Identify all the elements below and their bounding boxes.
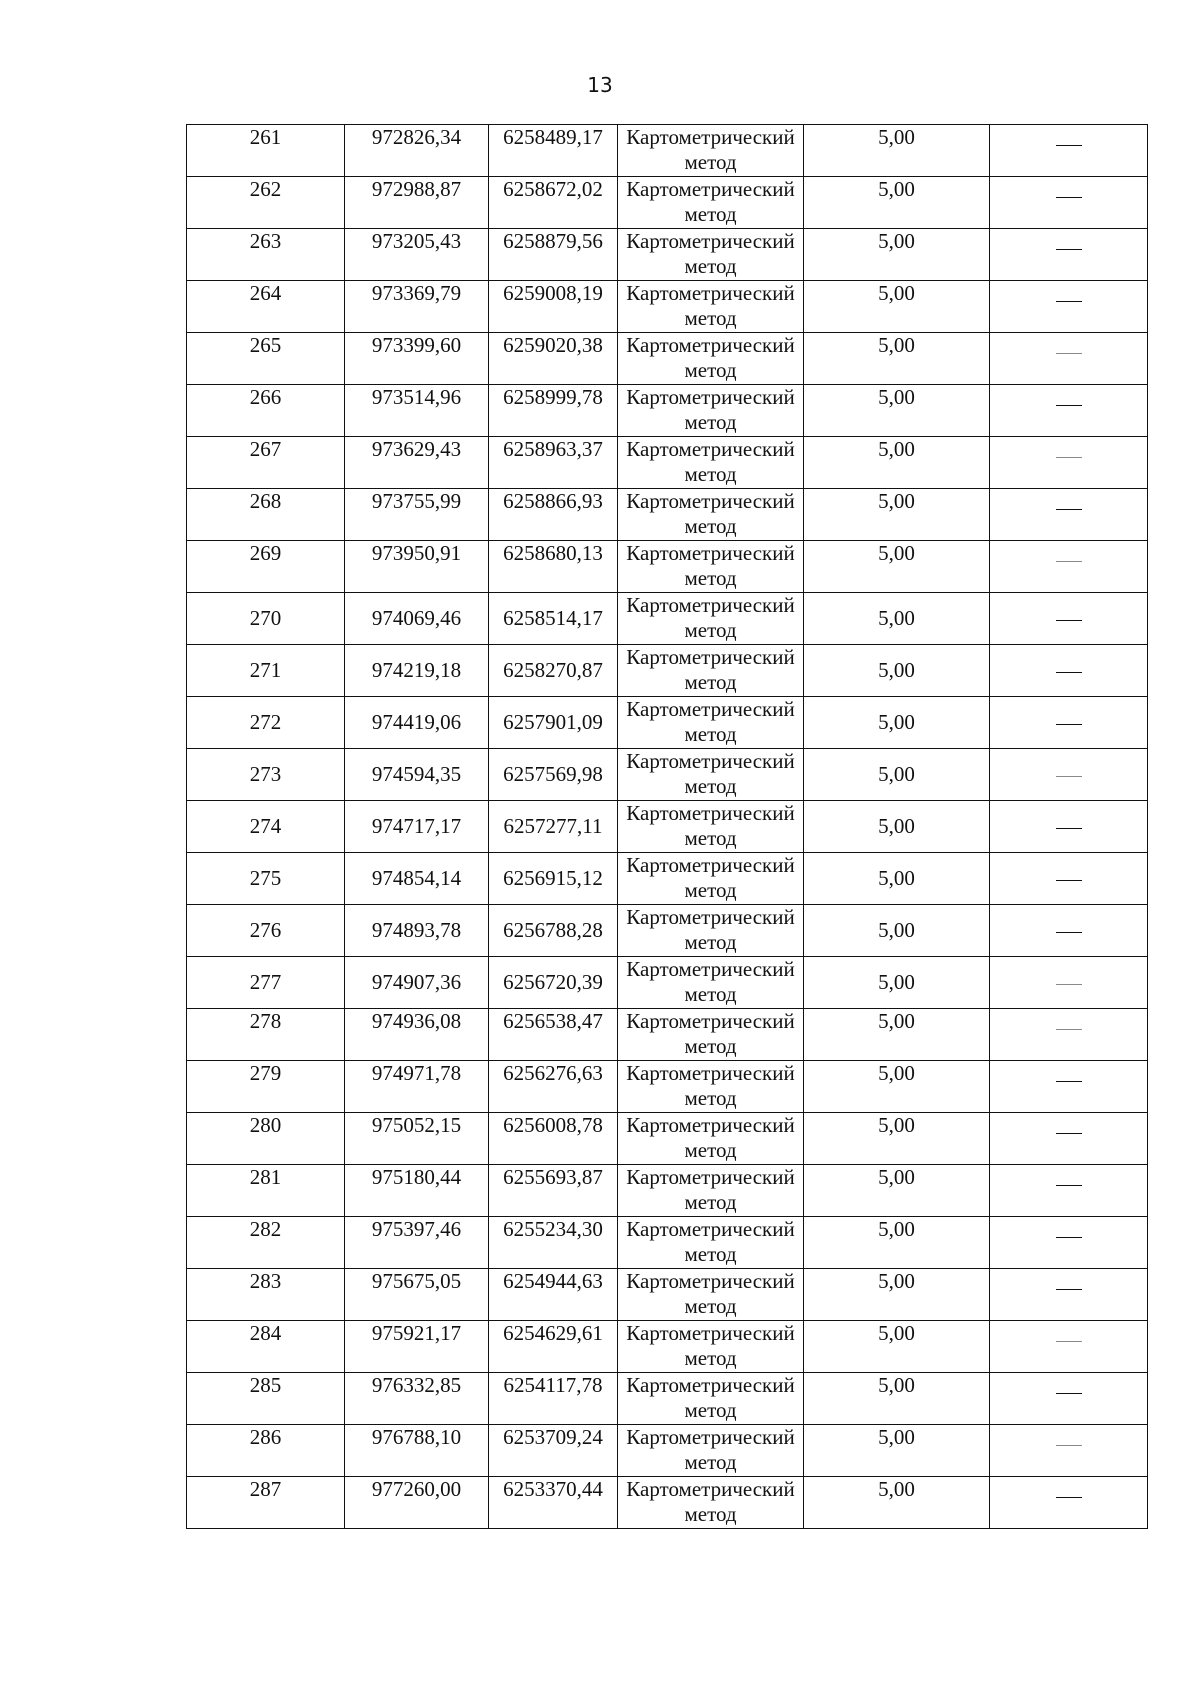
point-number-cell: 272 (187, 697, 345, 749)
point-number-cell: 267 (187, 437, 345, 489)
table-row (187, 1269, 1148, 1321)
point-number-cell: 283 (187, 1269, 345, 1321)
method-cell: Картометрический метод (618, 1477, 804, 1529)
dash-mark (1056, 880, 1082, 881)
dash-mark (1056, 1497, 1082, 1498)
note-cell (990, 333, 1148, 385)
method-cell: Картометрический метод (618, 593, 804, 645)
point-number-cell: 284 (187, 1321, 345, 1373)
accuracy-cell: 5,00 (804, 905, 990, 957)
dash-mark (1056, 1393, 1082, 1394)
table-row (187, 645, 1148, 697)
dash-mark (1056, 1445, 1082, 1446)
dash-mark (1056, 145, 1082, 146)
note-cell (990, 1373, 1148, 1425)
coordinate-y-cell: 6258680,13 (489, 541, 618, 593)
method-cell: Картометрический метод (618, 1009, 804, 1061)
accuracy-cell: 5,00 (804, 749, 990, 801)
table-row (187, 1425, 1148, 1477)
point-number-cell: 287 (187, 1477, 345, 1529)
accuracy-cell: 5,00 (804, 1217, 990, 1269)
point-number-cell: 264 (187, 281, 345, 333)
method-cell: Картометрический метод (618, 1113, 804, 1165)
accuracy-cell: 5,00 (804, 957, 990, 1009)
coordinate-y-cell: 6258999,78 (489, 385, 618, 437)
note-cell (990, 905, 1148, 957)
coordinate-y-cell: 6253709,24 (489, 1425, 618, 1477)
page-number: 13 (587, 73, 613, 97)
coordinate-y-cell: 6256720,39 (489, 957, 618, 1009)
coordinate-y-cell: 6257569,98 (489, 749, 618, 801)
point-number-cell: 275 (187, 853, 345, 905)
coordinate-x-cell: 974419,06 (345, 697, 489, 749)
coordinate-x-cell: 973399,60 (345, 333, 489, 385)
coordinate-x-cell: 974936,08 (345, 1009, 489, 1061)
dash-mark (1056, 509, 1082, 510)
coordinate-x-cell: 975052,15 (345, 1113, 489, 1165)
note-cell (990, 229, 1148, 281)
note-cell (990, 593, 1148, 645)
accuracy-cell: 5,00 (804, 853, 990, 905)
note-cell (990, 541, 1148, 593)
coordinate-y-cell: 6259008,19 (489, 281, 618, 333)
accuracy-cell: 5,00 (804, 541, 990, 593)
coordinate-x-cell: 975397,46 (345, 1217, 489, 1269)
note-cell (990, 749, 1148, 801)
table-row (187, 437, 1148, 489)
coordinate-x-cell: 973950,91 (345, 541, 489, 593)
dash-mark (1056, 561, 1082, 562)
dash-mark (1056, 1341, 1082, 1342)
table-row (187, 1321, 1148, 1373)
coordinate-x-cell: 973755,99 (345, 489, 489, 541)
coordinates-table-body (187, 125, 1148, 1529)
point-number-cell: 266 (187, 385, 345, 437)
note-cell (990, 1321, 1148, 1373)
point-number-cell: 282 (187, 1217, 345, 1269)
accuracy-cell: 5,00 (804, 1373, 990, 1425)
point-number-cell: 278 (187, 1009, 345, 1061)
point-number-cell: 277 (187, 957, 345, 1009)
accuracy-cell: 5,00 (804, 229, 990, 281)
coordinate-y-cell: 6259020,38 (489, 333, 618, 385)
point-number-cell: 271 (187, 645, 345, 697)
point-number-cell: 279 (187, 1061, 345, 1113)
method-cell: Картометрический метод (618, 489, 804, 541)
point-number-cell: 281 (187, 1165, 345, 1217)
accuracy-cell: 5,00 (804, 593, 990, 645)
method-cell: Картометрический метод (618, 333, 804, 385)
dash-mark (1056, 724, 1082, 725)
accuracy-cell: 5,00 (804, 1321, 990, 1373)
point-number-cell: 285 (187, 1373, 345, 1425)
coordinate-y-cell: 6258270,87 (489, 645, 618, 697)
dash-mark (1056, 828, 1082, 829)
coordinate-y-cell: 6256276,63 (489, 1061, 618, 1113)
point-number-cell: 265 (187, 333, 345, 385)
note-cell (990, 1113, 1148, 1165)
note-cell (990, 489, 1148, 541)
note-cell (990, 437, 1148, 489)
coordinate-x-cell: 973205,43 (345, 229, 489, 281)
note-cell (990, 177, 1148, 229)
coordinate-x-cell: 975675,05 (345, 1269, 489, 1321)
coordinate-x-cell: 976788,10 (345, 1425, 489, 1477)
accuracy-cell: 5,00 (804, 437, 990, 489)
note-cell (990, 281, 1148, 333)
note-cell (990, 1477, 1148, 1529)
dash-mark (1056, 984, 1082, 985)
table-row (187, 489, 1148, 541)
method-cell: Картометрический метод (618, 1217, 804, 1269)
coordinates-table (186, 124, 1148, 1529)
dash-mark (1056, 301, 1082, 302)
coordinate-x-cell: 974893,78 (345, 905, 489, 957)
coordinate-x-cell: 974594,35 (345, 749, 489, 801)
accuracy-cell: 5,00 (804, 1269, 990, 1321)
coordinate-x-cell: 973369,79 (345, 281, 489, 333)
accuracy-cell: 5,00 (804, 645, 990, 697)
dash-mark (1056, 620, 1082, 621)
method-cell: Картометрический метод (618, 749, 804, 801)
coordinate-y-cell: 6257901,09 (489, 697, 618, 749)
dash-mark (1056, 1237, 1082, 1238)
coordinate-x-cell: 973514,96 (345, 385, 489, 437)
coordinate-y-cell: 6258672,02 (489, 177, 618, 229)
method-cell: Картометрический метод (618, 437, 804, 489)
coordinate-y-cell: 6254629,61 (489, 1321, 618, 1373)
note-cell (990, 385, 1148, 437)
coordinate-y-cell: 6256538,47 (489, 1009, 618, 1061)
coordinate-y-cell: 6256915,12 (489, 853, 618, 905)
dash-mark (1056, 1185, 1082, 1186)
table-row (187, 1061, 1148, 1113)
table-row (187, 1373, 1148, 1425)
table-row (187, 1113, 1148, 1165)
method-cell: Картометрический метод (618, 1321, 804, 1373)
table-row (187, 801, 1148, 853)
method-cell: Картометрический метод (618, 853, 804, 905)
coordinate-y-cell: 6258963,37 (489, 437, 618, 489)
coordinate-x-cell: 974907,36 (345, 957, 489, 1009)
coordinate-x-cell: 972988,87 (345, 177, 489, 229)
coordinate-y-cell: 6258866,93 (489, 489, 618, 541)
table-row (187, 853, 1148, 905)
table-row (187, 281, 1148, 333)
accuracy-cell: 5,00 (804, 801, 990, 853)
method-cell: Картометрический метод (618, 697, 804, 749)
table-row (187, 333, 1148, 385)
method-cell: Картометрический метод (618, 801, 804, 853)
method-cell: Картометрический метод (618, 957, 804, 1009)
coordinate-x-cell: 974971,78 (345, 1061, 489, 1113)
table-row (187, 749, 1148, 801)
method-cell: Картометрический метод (618, 229, 804, 281)
method-cell: Картометрический метод (618, 125, 804, 177)
method-cell: Картометрический метод (618, 1061, 804, 1113)
accuracy-cell: 5,00 (804, 1113, 990, 1165)
coordinate-x-cell: 976332,85 (345, 1373, 489, 1425)
method-cell: Картометрический метод (618, 1165, 804, 1217)
note-cell (990, 1009, 1148, 1061)
coordinate-y-cell: 6253370,44 (489, 1477, 618, 1529)
method-cell: Картометрический метод (618, 385, 804, 437)
accuracy-cell: 5,00 (804, 1061, 990, 1113)
method-cell: Картометрический метод (618, 1425, 804, 1477)
note-cell (990, 697, 1148, 749)
table-row (187, 1009, 1148, 1061)
table-row (187, 541, 1148, 593)
dash-mark (1056, 249, 1082, 250)
note-cell (990, 645, 1148, 697)
dash-mark (1056, 1289, 1082, 1290)
point-number-cell: 262 (187, 177, 345, 229)
point-number-cell: 269 (187, 541, 345, 593)
dash-mark (1056, 353, 1082, 354)
accuracy-cell: 5,00 (804, 1425, 990, 1477)
coordinate-y-cell: 6257277,11 (489, 801, 618, 853)
note-cell (990, 1425, 1148, 1477)
dash-mark (1056, 457, 1082, 458)
dash-mark (1056, 405, 1082, 406)
method-cell: Картометрический метод (618, 177, 804, 229)
point-number-cell: 263 (187, 229, 345, 281)
coordinate-y-cell: 6258879,56 (489, 229, 618, 281)
accuracy-cell: 5,00 (804, 697, 990, 749)
note-cell (990, 1061, 1148, 1113)
coordinate-y-cell: 6258514,17 (489, 593, 618, 645)
coordinate-x-cell: 974717,17 (345, 801, 489, 853)
note-cell (990, 801, 1148, 853)
method-cell: Картометрический метод (618, 281, 804, 333)
table-row (187, 1217, 1148, 1269)
accuracy-cell: 5,00 (804, 177, 990, 229)
coordinate-y-cell: 6256788,28 (489, 905, 618, 957)
table-row (187, 229, 1148, 281)
accuracy-cell: 5,00 (804, 281, 990, 333)
dash-mark (1056, 1029, 1082, 1030)
accuracy-cell: 5,00 (804, 1165, 990, 1217)
method-cell: Картометрический метод (618, 1373, 804, 1425)
method-cell: Картометрический метод (618, 905, 804, 957)
point-number-cell: 273 (187, 749, 345, 801)
note-cell (990, 1217, 1148, 1269)
table-row (187, 1165, 1148, 1217)
dash-mark (1056, 1133, 1082, 1134)
method-cell: Картометрический метод (618, 1269, 804, 1321)
coordinate-x-cell: 972826,34 (345, 125, 489, 177)
accuracy-cell: 5,00 (804, 1009, 990, 1061)
accuracy-cell: 5,00 (804, 333, 990, 385)
point-number-cell: 270 (187, 593, 345, 645)
note-cell (990, 853, 1148, 905)
point-number-cell: 274 (187, 801, 345, 853)
coordinate-x-cell: 975921,17 (345, 1321, 489, 1373)
note-cell (990, 125, 1148, 177)
coordinate-y-cell: 6254117,78 (489, 1373, 618, 1425)
coordinate-x-cell: 974069,46 (345, 593, 489, 645)
accuracy-cell: 5,00 (804, 489, 990, 541)
point-number-cell: 280 (187, 1113, 345, 1165)
note-cell (990, 957, 1148, 1009)
point-number-cell: 276 (187, 905, 345, 957)
coordinate-x-cell: 974219,18 (345, 645, 489, 697)
table-row (187, 905, 1148, 957)
coordinate-y-cell: 6258489,17 (489, 125, 618, 177)
table-row (187, 385, 1148, 437)
accuracy-cell: 5,00 (804, 1477, 990, 1529)
method-cell: Картометрический метод (618, 541, 804, 593)
dash-mark (1056, 932, 1082, 933)
note-cell (990, 1269, 1148, 1321)
dash-mark (1056, 197, 1082, 198)
coordinate-x-cell: 977260,00 (345, 1477, 489, 1529)
table-row (187, 125, 1148, 177)
coordinate-y-cell: 6254944,63 (489, 1269, 618, 1321)
coordinate-x-cell: 973629,43 (345, 437, 489, 489)
coordinate-y-cell: 6255234,30 (489, 1217, 618, 1269)
point-number-cell: 286 (187, 1425, 345, 1477)
accuracy-cell: 5,00 (804, 125, 990, 177)
coordinate-y-cell: 6256008,78 (489, 1113, 618, 1165)
point-number-cell: 268 (187, 489, 345, 541)
point-number-cell: 261 (187, 125, 345, 177)
table-row (187, 957, 1148, 1009)
table-row (187, 177, 1148, 229)
dash-mark (1056, 776, 1082, 777)
coordinate-x-cell: 974854,14 (345, 853, 489, 905)
coordinate-y-cell: 6255693,87 (489, 1165, 618, 1217)
dash-mark (1056, 1081, 1082, 1082)
accuracy-cell: 5,00 (804, 385, 990, 437)
note-cell (990, 1165, 1148, 1217)
table-row (187, 697, 1148, 749)
coordinate-x-cell: 975180,44 (345, 1165, 489, 1217)
table-row (187, 1477, 1148, 1529)
table-row (187, 593, 1148, 645)
dash-mark (1056, 672, 1082, 673)
method-cell: Картометрический метод (618, 645, 804, 697)
